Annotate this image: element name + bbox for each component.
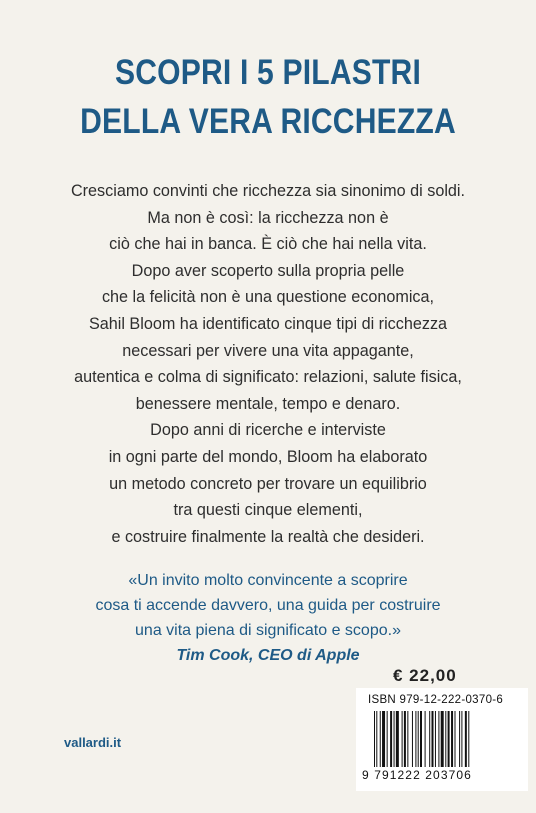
headline-line-1: SCOPRI I 5 PILASTRI bbox=[115, 53, 421, 92]
blurb-line: ciò che hai in banca. È ciò che hai nella vita. bbox=[109, 235, 427, 254]
barcode-icon bbox=[374, 711, 512, 767]
blurb-line: Dopo anni di ricerche e interviste bbox=[150, 421, 386, 440]
isbn-label: ISBN 979-12-222-0370-6 bbox=[368, 694, 504, 706]
quote-line: una vita piena di significato e scopo.» bbox=[135, 622, 401, 639]
blurb-line: Ma non è così: la ricchezza non è bbox=[147, 208, 389, 227]
quote-line: cosa ti accende davvero, una guida per costruire bbox=[95, 597, 441, 614]
blurb-line: in ogni parte del mondo, Bloom ha elaborato bbox=[108, 447, 428, 466]
blurb-line: necessari per vivere una vita appagante, bbox=[122, 341, 414, 360]
blurb-line: un metodo concreto per trovare un equilibrio bbox=[109, 474, 427, 493]
blurb-line: Dopo aver scoperto sulla propria pelle bbox=[131, 261, 405, 280]
isbn-barcode-box bbox=[356, 688, 528, 791]
isbn-digits: 9 791222 203706 bbox=[362, 768, 472, 782]
quote-line: «Un invito molto convincente a scoprire bbox=[128, 572, 408, 589]
blurb-text bbox=[0, 178, 536, 550]
blurb-line: Cresciamo convinti che ricchezza sia sinonimo di soldi. bbox=[70, 182, 466, 200]
cover-headline bbox=[38, 48, 499, 146]
blurb-line: che la felicità non è una questione economica, bbox=[101, 288, 435, 307]
price-label: € 22,00 bbox=[393, 666, 457, 685]
quote-author: Tim Cook, CEO di Apple bbox=[176, 647, 360, 664]
blurb-line: tra questi cinque elementi, bbox=[173, 501, 363, 520]
blurb-line: autentica e colma di significato: relazioni, salute fisica, bbox=[74, 368, 462, 387]
blurb-line: e costruire finalmente la realtà che desideri. bbox=[111, 527, 425, 546]
publisher-website: vallardi.it bbox=[64, 735, 122, 750]
headline-line-2: DELLA VERA RICCHEZZA bbox=[80, 102, 456, 141]
endorsement-quote bbox=[0, 568, 536, 668]
blurb-line: Sahil Bloom ha identificato cinque tipi di ricchezza bbox=[88, 314, 448, 333]
blurb-line: benessere mentale, tempo e denaro. bbox=[135, 394, 401, 413]
